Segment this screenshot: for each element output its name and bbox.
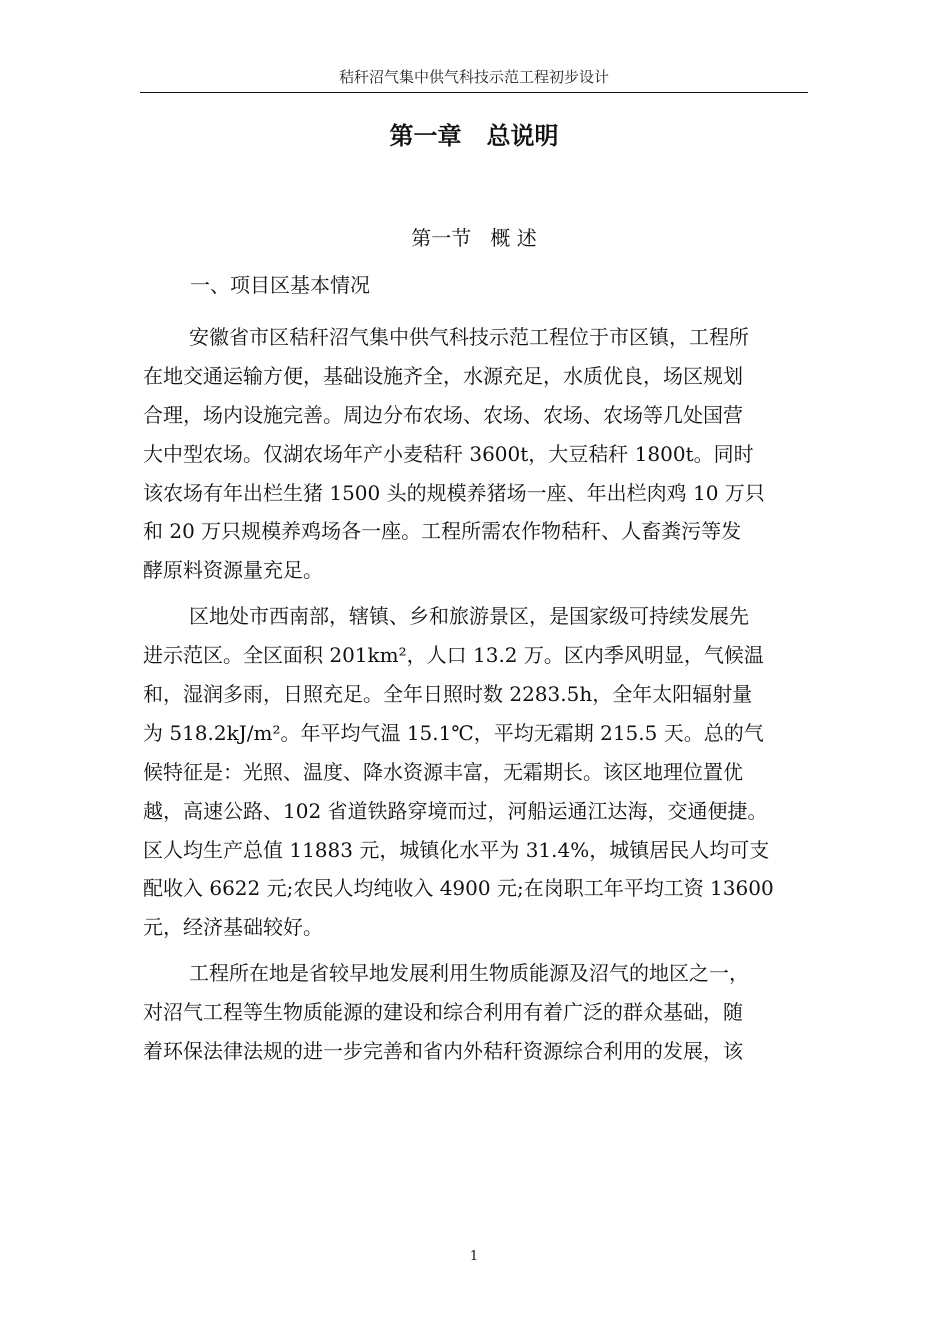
paragraph-line: 对沼气工程等生物质能源的建设和综合利用有着广泛的群众基础，随 <box>143 1000 743 1025</box>
paragraph-line: 在地交通运输方便，基础设施齐全，水源充足，水质优良，场区规划 <box>143 363 743 388</box>
body-text <box>143 318 811 1071</box>
paragraph-line: 元，经济基础较好。 <box>143 915 323 940</box>
paragraph-line: 为 518.2kJ/m²。年平均气温 15.1℃，平均无霜期 215.5 天。总的气 <box>143 720 764 745</box>
paragraph-line: 进示范区。全区面积 201km²，人口 13.2 万。区内季风明显，气候温 <box>143 643 764 668</box>
paragraph-line: 大中型农场。仅湖农场年产小麦秸秆 3600t，大豆秸秆 1800t。同时 <box>143 441 754 466</box>
paragraph-line: 安徽省市区秸秆沼气集中供气科技示范工程位于市区镇，工程所 <box>189 325 749 349</box>
paragraph-line: 合理，场内设施完善。周边分布农场、农场、农场、农场等几处国营 <box>143 402 743 427</box>
paragraph-line: 和 20 万只规模养鸡场各一座。工程所需农作物秸秆、人畜粪污等发 <box>143 519 742 544</box>
page-number: 1 <box>469 1249 479 1264</box>
paragraph-line: 越，高速公路、102 省道铁路穿境而过，河船运通江达海，交通便捷。 <box>143 798 768 823</box>
paragraph-line: 工程所在地是省较早地发展利用生物质能源及沼气的地区之一， <box>189 961 749 986</box>
paragraph-line: 酵原料资源量充足。 <box>143 558 323 583</box>
paragraph-line: 和，湿润多雨，日照充足。全年日照时数 2283.5h，全年太阳辐射量 <box>143 682 753 707</box>
chapter-title: 第一章 总说明 <box>389 122 559 150</box>
paragraph-line: 着环保法律法规的进一步完善和省内外秸秆资源综合利用的发展，该 <box>143 1039 743 1064</box>
header-divider <box>140 92 808 93</box>
paragraph-line: 候特征是：光照、温度、降水资源丰富，无霜期长。该区地理位置优 <box>143 759 743 784</box>
paragraph-line: 区人均生产总值 11883 元，城镇化水平为 31.4%，城镇居民人均可支 <box>143 837 770 862</box>
paragraph-line: 该农场有年出栏生猪 1500 头的规模养猪场一座、年出栏肉鸡 10 万只 <box>143 480 765 505</box>
page-header-title: 秸秆沼气集中供气科技示范工程初步设计 <box>338 68 609 86</box>
paragraph-line: 配收入 6622 元;农民人均纯收入 4900 元;在岗职工年平均工资 13600 <box>143 876 774 901</box>
subsection-heading: 一、项目区基本情况 <box>190 273 370 297</box>
paragraph-line: 区地处市西南部，辖镇、乡和旅游景区，是国家级可持续发展先 <box>189 604 749 629</box>
section-title: 第一节 概 述 <box>411 226 537 250</box>
